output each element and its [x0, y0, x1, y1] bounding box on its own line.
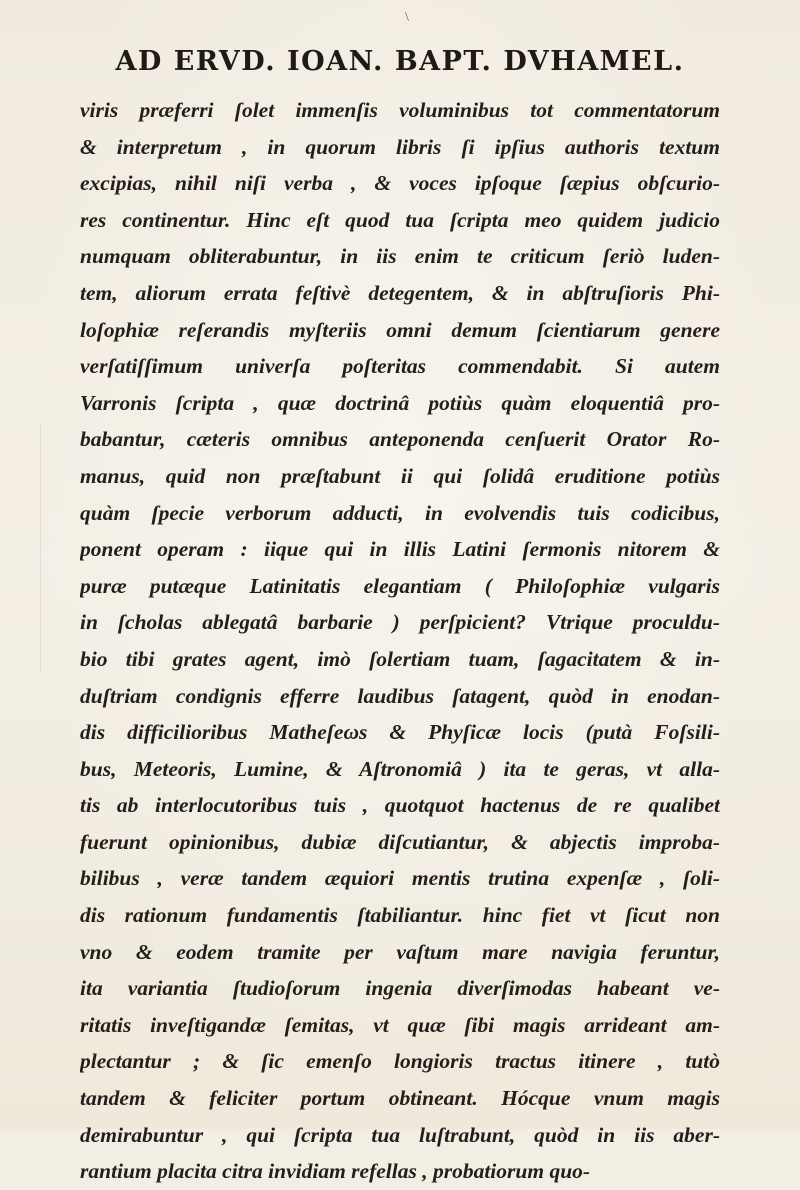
text-line: dis difficilioribus Matheſeωs & Phyſicæ locis (putà Foſsili- — [80, 720, 720, 745]
text-line: in ſcholas ablegatâ barbarie ) perſpicient? Vtrique proculdu- — [80, 610, 720, 635]
text-line: manus, quid non præſtabunt ii qui ſolidâ eruditione potiùs — [80, 463, 720, 488]
text-line: bilibus , veræ tandem æquiori mentis trutina expenſæ , ſoli- — [80, 866, 720, 891]
text-line: puræ putæque Latinitatis elegantiam ( Philoſophiæ vulgaris — [80, 573, 720, 598]
running-header: AD ERVD. IOAN. BAPT. DVHAMEL. — [115, 46, 685, 77]
page-fold-shadow — [0, 423, 41, 688]
text-line: ponent operam : iique qui in illis Latini ſermonis nitorem & — [80, 537, 720, 562]
text-line: vno & eodem tramite per vaſtum mare navigia feruntur, — [80, 939, 720, 964]
body-text — [80, 92, 720, 1190]
text-line: & interpretum , in quorum libris ſi ipſius authoris textum — [80, 134, 720, 159]
text-line: bio tibi grates agent, imò ſolertiam tuam, ſagacitatem & in- — [80, 646, 720, 671]
text-line: demirabuntur , qui ſcripta tua luſtrabunt, quòd in iis aber- — [80, 1122, 720, 1147]
text-line: res continentur. Hinc eſt quod tua ſcripta meo quidem judicio — [80, 207, 720, 232]
text-line: fuerunt opinionibus, dubiæ diſcutiantur, & abjectis improba- — [80, 829, 720, 854]
text-line: dis rationum fundamentis ſtabiliantur. hinc fiet vt ſicut non — [80, 903, 720, 928]
text-line: babantur, cæteris omnibus anteponenda cenſuerit Orator Ro- — [80, 427, 720, 452]
text-line: viris præferri ſolet immenſis voluminibus tot commentatorum — [80, 98, 720, 122]
text-line: loſophiæ reſerandis myſteriis omni demum ſcientiarum genere — [80, 317, 720, 342]
text-line: tandem & feliciter portum obtineant. Hócque vnum magis — [80, 1086, 720, 1111]
text-line: rantium placita citra invidiam refellas , probatiorum quo- — [80, 1159, 591, 1184]
text-line: bus, Meteoris, Lumine, & Aſtronomiâ ) ita te geras, vt alla- — [80, 756, 720, 781]
text-line: duſtriam condignis efferre laudibus ſatagent, quòd in enodan- — [80, 683, 720, 708]
text-line: plectantur ; & ſic emenſo longioris tractus itinere , tutò — [80, 1049, 720, 1074]
header-mark: \ — [405, 10, 409, 25]
text-line: numquam obliterabuntur, in iis enim te criticum ſeriò luden- — [80, 244, 720, 269]
text-line: verſatiſſimum univerſa poſteritas commendabit. Si autem — [80, 354, 720, 379]
text-line: tem, aliorum errata feſtivè detegentem, & in abſtruſioris Phi- — [80, 280, 720, 305]
text-line: quàm ſpecie verborum adducti, in evolvendis tuis codicibus, — [80, 500, 720, 525]
text-line: Varronis ſcripta , quæ doctrinâ potiùs quàm eloquentiâ pro- — [80, 390, 720, 415]
text-line: ita variantia ſtudioſorum ingenia diverſimodas habeant ve- — [80, 976, 720, 1001]
text-line: tis ab interlocutoribus tuis , quotquot hactenus de re qualibet — [80, 793, 720, 818]
text-line: excipias, nihil niſi verba , & voces ipſoque ſæpius obſcurio- — [80, 171, 720, 196]
text-line: ritatis inveſtigandæ ſemitas, vt quæ ſibi magis arrideant am- — [80, 1012, 720, 1037]
